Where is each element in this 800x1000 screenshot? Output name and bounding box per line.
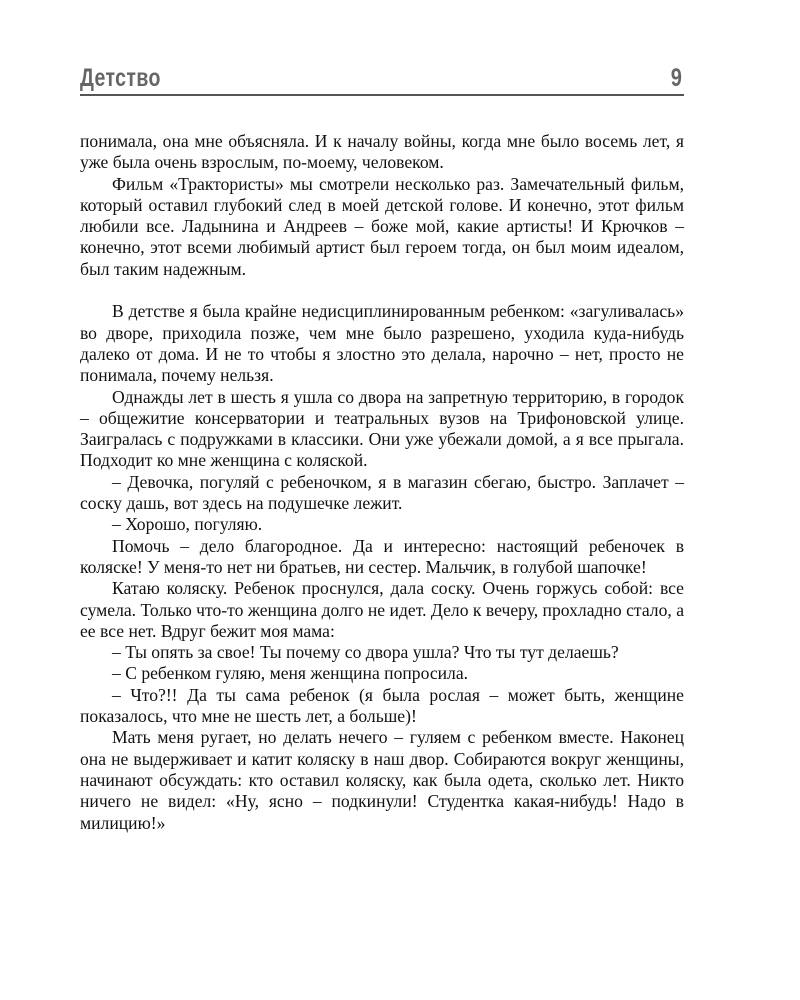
header-rule: [80, 94, 684, 96]
dialogue-line: – Что?!! Да ты сама ребенок (я была рослая – может быть, женщине показалось, что мне не шесть лет, а больше)!: [80, 684, 684, 727]
paragraph: Катаю коляску. Ребенок проснулся, дала соску. Очень горжусь собой: все сумела. Только что-то женщина долго не идет. Дело к вечеру, прохладно стало, а ее все нет. Вдруг бежит моя мама:: [80, 578, 684, 641]
page-number: 9: [670, 64, 682, 92]
paragraph: Однажды лет в шесть я ушла со двора на запретную территорию, в городок – общежитие консерватории и театральных вузов на Трифоновской улице. Заигралась с подружками в классики. Они уже убежали домой, а я все прыгала. Подходит ко мне женщина с коляской.: [80, 386, 684, 471]
paragraph: В детстве я была крайне недисциплинированным ребенком: «загуливалась» во дворе, приходила позже, чем мне было разрешено, уходила куда-нибудь далеко от дома. И не то чтобы я злостно это делала, нарочно – нет, просто не понимала, почему нельзя.: [80, 301, 684, 386]
chapter-title: Детство: [80, 64, 161, 92]
running-header: [80, 64, 684, 98]
dialogue-line: – С ребенком гуляю, меня женщина попросила.: [112, 663, 469, 684]
section-break: [80, 280, 684, 301]
dialogue-line: – Ты опять за свое! Ты почему со двора ушла? Что ты тут делаешь?: [112, 642, 619, 663]
paragraph: Мать меня ругает, но делать нечего – гуляем с ребенком вместе. Наконец она не выдерживает и катит коляску в наш двор. Собираются вокруг женщины, начинают обсуждать: кто оставил коляску, как была одета, сколько лет. Никто ничего не видел: «Ну, ясно – подкинули! Студентка какая-нибудь! Надо в милицию!»: [80, 727, 684, 833]
dialogue-line: – Хорошо, погуляю.: [112, 514, 263, 535]
body-text: [80, 131, 684, 834]
paragraph: понимала, она мне объясняла. И к началу войны, когда мне было восемь лет, я уже была очень взрослым, по-моему, человеком.: [80, 131, 684, 173]
dialogue-line: – Девочка, погуляй с ребеночком, я в магазин сбегаю, быстро. Заплачет – соску дашь, вот здесь на подушечке лежит.: [80, 471, 684, 514]
paragraph: Фильм «Трактористы» мы смотрели несколько раз. Замечательный фильм, который оставил глубокий след в моей детской голове. И конечно, этот фильм любили все. Ладынина и Андреев – боже мой, какие артисты! И Крючков – конечно, этот всеми любимый артист был героем тогда, он был моим идеалом, был таким надежным.: [80, 173, 684, 279]
paragraph: Помочь – дело благородное. Да и интересно: настоящий ребеночек в коляске! У меня-то нет ни братьев, ни сестер. Мальчик, в голубой шапочке!: [80, 535, 684, 577]
